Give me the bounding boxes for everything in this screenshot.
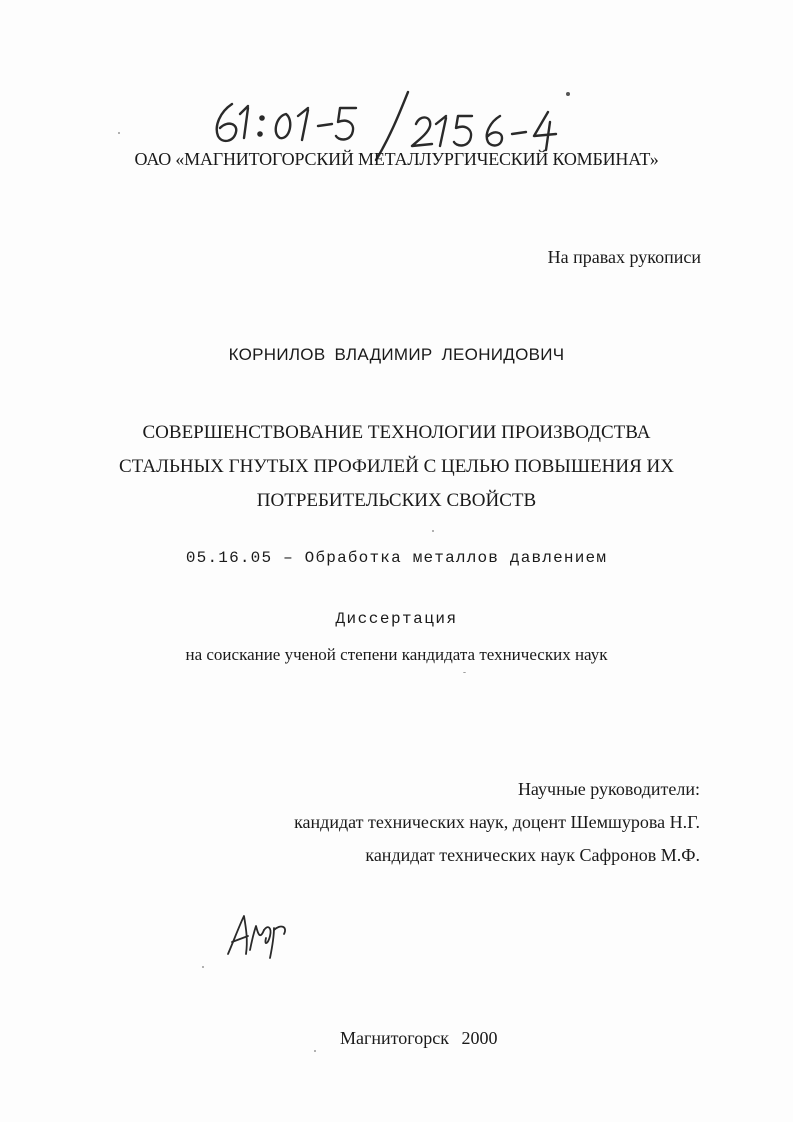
manuscript-rights-note: На правах рукописи [547, 247, 701, 267]
scan-speck [118, 132, 120, 134]
scan-speck [432, 530, 434, 532]
signature-drawing [224, 910, 294, 960]
scan-speck [202, 966, 204, 968]
city: Магнитогорск [340, 1028, 449, 1048]
organization-name: ОАО «МАГНИТОГОРСКИЙ МЕТАЛЛУРГИЧЕСКИЙ КОМБИНАТ» [134, 149, 659, 169]
title-line-1: СОВЕРШЕНСТВОВАНИЕ ТЕХНОЛОГИИ ПРОИЗВОДСТВА [142, 422, 651, 443]
supervisors-heading: Научные руководители: [517, 779, 700, 799]
scan-speck [463, 672, 466, 673]
city-and-year [340, 1028, 497, 1049]
title-line-3: ПОТРЕБИТЕЛЬСКИХ СВОЙСТВ [256, 490, 537, 511]
degree-statement: на соискание ученой степени кандидата технических наук [185, 645, 608, 664]
scan-speck [314, 1050, 316, 1052]
year: 2000 [461, 1028, 498, 1048]
specialty-code: 05.16.05 – Обработка металлов давлением [185, 549, 608, 567]
supervisor-2: кандидат технических наук Сафронов М.Ф. [365, 845, 700, 865]
author-name: КОРНИЛОВ ВЛАДИМИР ЛЕОНИДОВИЧ [228, 345, 565, 364]
supervisors-block [294, 773, 700, 872]
document-type: Диссертация [335, 610, 458, 628]
dissertation-title [0, 416, 793, 518]
handwritten-signature [224, 910, 294, 960]
supervisor-1: кандидат технических наук, доцент Шемшурова Н.Г. [294, 812, 700, 832]
title-line-2: СТАЛЬНЫХ ГНУТЫХ ПРОФИЛЕЙ С ЦЕЛЬЮ ПОВЫШЕНИЯ ИХ [119, 456, 674, 477]
